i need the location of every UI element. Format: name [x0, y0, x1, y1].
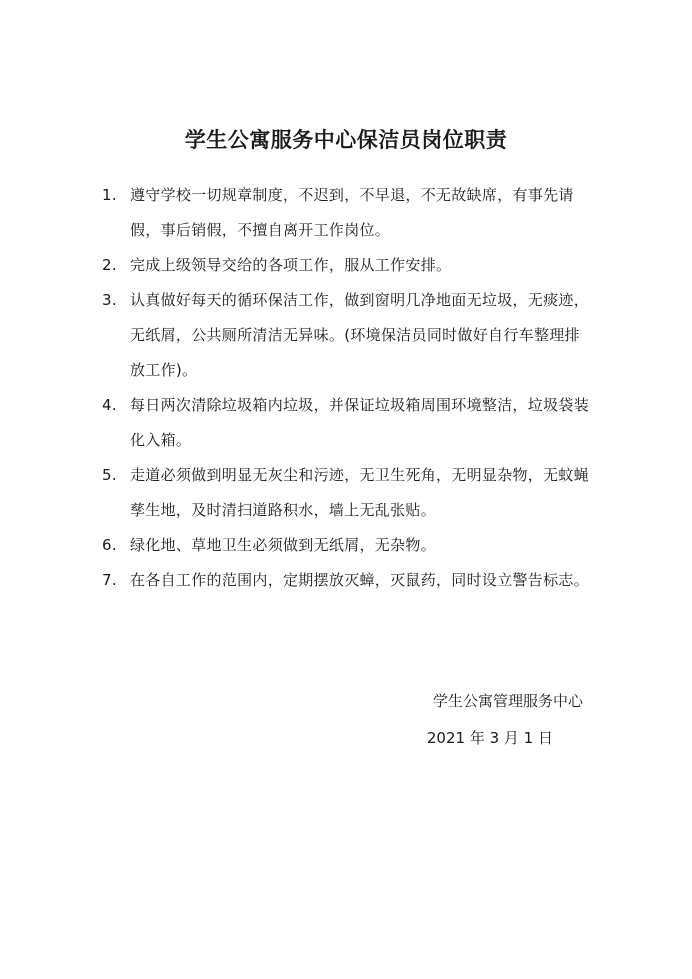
- list-item: [102, 178, 594, 248]
- item-text: 完成上级领导交给的各项工作，服从工作安排。: [130, 256, 452, 274]
- list-item: [102, 563, 594, 598]
- list-item: [102, 248, 594, 283]
- item-number: 1.: [102, 186, 117, 204]
- list-item: [102, 388, 594, 458]
- item-number: 3.: [102, 291, 117, 309]
- list-item: [102, 458, 594, 528]
- item-text: 每日两次清除垃圾箱内垃圾，并保证垃圾箱周围环境整洁，垃圾袋装化入箱。: [130, 396, 590, 449]
- list-item: [102, 528, 594, 563]
- item-text: 在各自工作的范围内，定期摆放灭蟑，灭鼠药，同时设立警告标志。: [130, 571, 590, 589]
- list-item: [102, 283, 594, 388]
- item-number: 6.: [102, 536, 117, 554]
- item-text: 绿化地、草地卫生必须做到无纸屑，无杂物。: [130, 536, 437, 554]
- duty-list: [102, 178, 594, 598]
- signature-date: 2021 年 3 月 1 日: [426, 729, 553, 747]
- item-number: 7.: [102, 571, 117, 589]
- item-text: 走道必须做到明显无灰尘和污迹，无卫生死角，无明显杂物，无蚊蝇孳生地，及时清扫道路积水，墙上无乱张贴。: [130, 466, 590, 519]
- item-number: 2.: [102, 256, 117, 274]
- item-text: 认真做好每天的循环保洁工作，做到窗明几净地面无垃圾，无痰迹，无纸屑，公共厕所清洁无异味。(环境保洁员同时做好自行车整理排放工作)。: [130, 291, 590, 379]
- item-number: 4.: [102, 396, 117, 414]
- document-title: 学生公寓服务中心保洁员岗位职责: [184, 128, 508, 152]
- signature-organization: 学生公寓管理服务中心: [432, 692, 583, 710]
- item-text: 遵守学校一切规章制度，不迟到，不早退，不无故缺席，有事先请假，事后销假，不擅自离开工作岗位。: [130, 186, 574, 239]
- item-number: 5.: [102, 466, 117, 484]
